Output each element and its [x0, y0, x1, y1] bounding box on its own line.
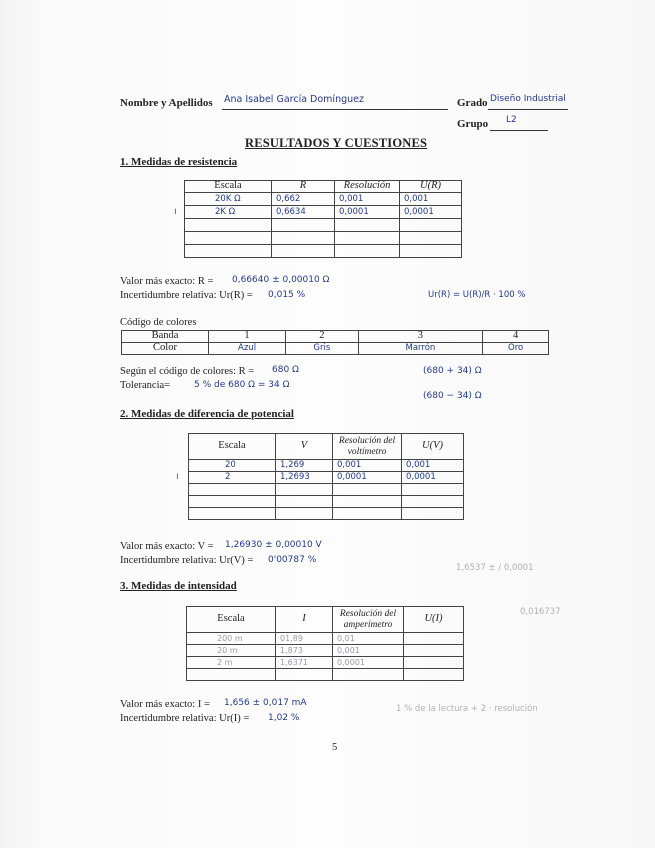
cell-resolution: 0,01: [333, 633, 404, 645]
range-upper: (680 + 34) Ω: [423, 366, 482, 376]
degree-value: Diseño Industrial: [490, 94, 566, 104]
current-best-label: Valor más exacto: I =: [120, 699, 210, 710]
cell-value: 1,269: [276, 460, 333, 472]
degree-line: [488, 94, 568, 110]
name-line: [222, 94, 448, 110]
cell-uncertainty: [404, 657, 464, 669]
col-header: U(R): [400, 181, 462, 193]
col-header: Escala: [185, 181, 272, 193]
cell-scale: 2K Ω: [185, 206, 272, 219]
cell-value: 0,662: [272, 193, 335, 206]
group-value: L2: [506, 115, 517, 125]
degree-label: Grado: [457, 97, 488, 109]
name-value: Ana Isabel García Domínguez: [224, 94, 364, 105]
col-header: Resolución: [335, 181, 400, 193]
group-label: Grupo: [457, 118, 489, 130]
table-row: [185, 232, 462, 245]
col-header: U(I): [404, 607, 464, 633]
range-lower: (680 − 34) Ω: [423, 391, 482, 401]
col-header: I: [276, 607, 333, 633]
color-label: Color: [122, 343, 209, 355]
color-code-table: [121, 330, 549, 355]
cell-resolution: 0,0001: [333, 657, 404, 669]
cell-scale: 2 m: [187, 657, 276, 669]
cell-uncertainty: 0,001: [402, 460, 464, 472]
voltage-relunc-value: 0'00787 %: [268, 555, 317, 565]
cell-value: 1,2693: [276, 472, 333, 484]
page-number: 5: [332, 742, 338, 753]
cell-uncertainty: 0,0001: [402, 472, 464, 484]
cell-resolution: 0,001: [333, 460, 402, 472]
cell-value: 1,873: [276, 645, 333, 657]
table-row: [189, 484, 464, 496]
current-table: [186, 606, 464, 681]
band-label: Banda: [122, 331, 209, 343]
resistance-heading: 1. Medidas de resistencia: [120, 156, 238, 168]
cell-resolution: 0,001: [335, 193, 400, 206]
tolerance-label: Tolerancia=: [120, 380, 171, 391]
cell-uncertainty: 0,0001: [400, 206, 462, 219]
table-row: [187, 657, 464, 669]
current-side-note: 1 % de la lectura + 2 · resolución: [396, 704, 538, 714]
cell-value: 01,89: [276, 633, 333, 645]
voltage-table: [188, 433, 464, 520]
voltage-heading: 2. Medidas de diferencia de potencial: [120, 408, 294, 420]
band-color: Gris: [286, 343, 358, 355]
name-label: Nombre y Apellidos: [120, 97, 213, 109]
cell-uncertainty: [404, 645, 464, 657]
cell-scale: 20 m: [187, 645, 276, 657]
table-row: [189, 472, 464, 484]
col-header: V: [276, 434, 333, 460]
resistance-formula: Ur(R) = U(R)/R · 100 %: [428, 290, 526, 300]
tolerance-value: 5 % de 680 Ω = 34 Ω: [194, 380, 290, 390]
cell-resolution: 0,0001: [335, 206, 400, 219]
resistance-relunc-value: 0,015 %: [268, 290, 306, 300]
table-row: [189, 460, 464, 472]
table-row: [187, 633, 464, 645]
table-row: [185, 206, 462, 219]
faint-calculation: 1,6537 ± / 0,0001: [456, 563, 534, 573]
cell-uncertainty: [404, 633, 464, 645]
page-title: RESULTADOS Y CUESTIONES: [245, 136, 428, 150]
table-row: [187, 669, 464, 681]
table-row: [185, 193, 462, 206]
cell-uncertainty: 0,001: [400, 193, 462, 206]
color-result-value: 680 Ω: [272, 365, 299, 375]
current-heading: 3. Medidas de intensidad: [120, 580, 237, 592]
band-number: 4: [483, 331, 549, 343]
col-header: Resolución del amperímetro: [333, 607, 404, 633]
col-header: Escala: [189, 434, 276, 460]
resistance-relunc-label: Incertidumbre relativa: Ur(R) =: [120, 290, 253, 301]
band-number: 3: [358, 331, 483, 343]
current-best-value: 1,656 ± 0,017 mA: [224, 698, 307, 708]
current-relunc-value: 1,02 %: [268, 713, 300, 723]
col-header: Resolución del voltímetro: [333, 434, 402, 460]
table-row: [185, 245, 462, 258]
resistance-best-label: Valor más exacto: R =: [120, 276, 214, 287]
cell-scale: 20: [189, 460, 276, 472]
band-color: Oro: [483, 343, 549, 355]
voltage-best-value: 1,26930 ± 0,00010 V: [225, 540, 322, 550]
table-row: [189, 496, 464, 508]
resistance-best-value: 0,66640 ± 0,00010 Ω: [232, 275, 330, 285]
cell-value: 0,6634: [272, 206, 335, 219]
row-tick-mark: ı: [174, 206, 177, 217]
band-number: 2: [286, 331, 358, 343]
col-header: U(V): [402, 434, 464, 460]
band-color: Marrón: [358, 343, 483, 355]
resistance-table: [184, 180, 462, 258]
cell-scale: 2: [189, 472, 276, 484]
col-header: R: [272, 181, 335, 193]
col-header: Escala: [187, 607, 276, 633]
table-row: [185, 219, 462, 232]
color-code-heading: Código de colores: [120, 317, 197, 328]
cell-scale: 200 m: [187, 633, 276, 645]
band-number: 1: [209, 331, 286, 343]
row-tick-mark: ı: [176, 471, 179, 482]
cell-value: 1,6371: [276, 657, 333, 669]
faint-calculation: 0,016737: [520, 607, 561, 617]
table-row: [187, 645, 464, 657]
table-row: [189, 508, 464, 520]
group-line: [490, 115, 548, 131]
current-relunc-label: Incertidumbre relativa: Ur(I) =: [120, 713, 250, 724]
band-color: Azul: [209, 343, 286, 355]
cell-resolution: 0,0001: [333, 472, 402, 484]
cell-resolution: 0,001: [333, 645, 404, 657]
color-result-label: Según el código de colores: R =: [120, 366, 255, 377]
cell-scale: 20K Ω: [185, 193, 272, 206]
voltage-relunc-label: Incertidumbre relativa: Ur(V) =: [120, 555, 254, 566]
voltage-best-label: Valor más exacto: V =: [120, 541, 214, 552]
